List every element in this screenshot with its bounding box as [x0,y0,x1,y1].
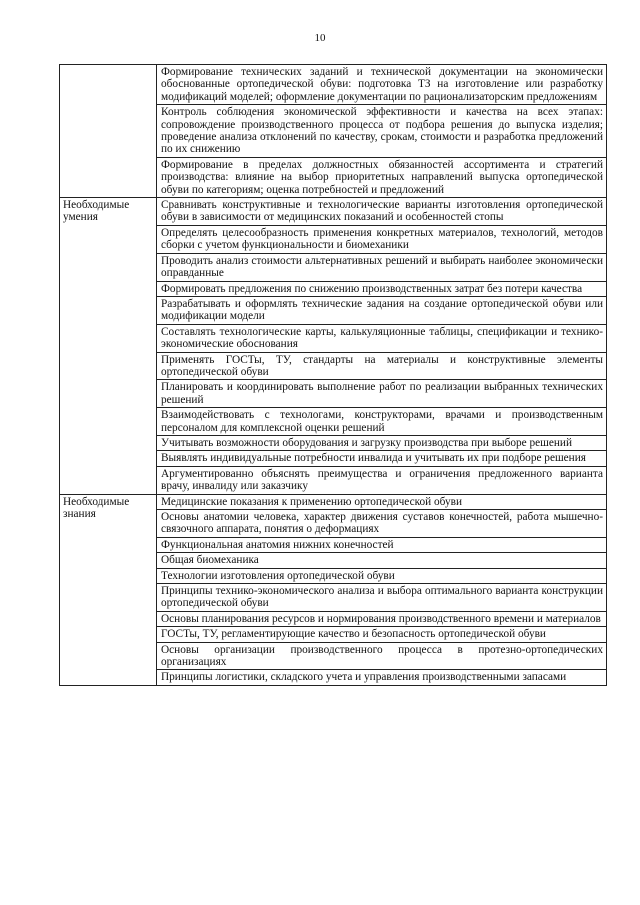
row-description-cell: Аргументированно объяснять преимущества и ограничения предложенного варианта врачу, инвалиду или заказчику [157,466,607,494]
row-description-cell: Взаимодействовать с технологами, конструкторами, врачами и производственным персоналом для комплексной оценки решений [157,408,607,436]
row-description-cell: Составлять технологические карты, калькуляционные таблицы, спецификации и технико-экономические обоснования [157,324,607,352]
requirements-table-body [60,65,607,686]
row-description-cell: Определять целесообразность применения конкретных материалов, технологий, методов сборки с учетом функциональности и биомеханики [157,225,607,253]
requirements-table [59,64,607,686]
table-row [60,494,607,509]
row-description-cell: Контроль соблюдения экономической эффективности и качества на всех этапах: сопровождение производственного процесса от подбора решения до выпуска изделия; проведение анализа отклонений по качеству, срокам, стоимости и разработка предложений по их снижению [157,105,607,158]
row-description-cell: Учитывать возможности оборудования и загрузку производства при выборе решений [157,435,607,450]
page-number: 10 [314,32,326,44]
row-description-cell: Планировать и координировать выполнение работ по реализации выбранных технических решений [157,380,607,408]
row-description-cell: Основы планирования ресурсов и нормирования производственного времени и материалов [157,611,607,626]
table-row [60,65,607,105]
row-description-cell: Принципы технико-экономического анализа и выбора оптимального варианта конструкции ортопедической обуви [157,584,607,612]
row-description-cell: Технологии изготовления ортопедической обуви [157,568,607,583]
row-description-cell: Общая биомеханика [157,553,607,568]
row-label-cell: Необходимые знания [60,494,157,685]
row-description-cell: Формирование в пределах должностных обязанностей ассортимента и стратегий производства: влияние на выбор приоритетных направлений выпуска ортопедической обуви по категориям; оценка потребностей и предложений [157,157,607,197]
row-description-cell: Медицинские показания к применению ортопедической обуви [157,494,607,509]
row-description-cell: Применять ГОСТы, ТУ, стандарты на материалы и конструктивные элементы ортопедической обуви [157,352,607,380]
row-description-cell: Сравнивать конструктивные и технологические варианты изготовления ортопедической обуви в зависимости от медицинских показаний и особенностей стопы [157,198,607,226]
row-description-cell: Проводить анализ стоимости альтернативных решений и выбирать наиболее экономически оправданные [157,253,607,281]
row-label-cell [60,65,157,198]
row-description-cell: Принципы логистики, складского учета и управления производственными запасами [157,670,607,685]
row-description-cell: Формировать предложения по снижению производственных затрат без потери качества [157,281,607,296]
row-description-cell: Основы анатомии человека, характер движения суставов конечностей, работа мышечно-связочного аппарата, понятия о деформациях [157,510,607,538]
row-description-cell: Основы организации производственного процесса в протезно-ортопедических организациях [157,642,607,670]
row-label-cell: Необходимые умения [60,198,157,495]
row-description-cell: Формирование технических заданий и технической документации на экономически обоснованные ортопедической обуви: подготовка ТЗ на изготовление или разработку модификаций моделей; оформление документации по рационализаторским предложениям [157,65,607,105]
row-description-cell: Функциональная анатомия нижних конечностей [157,537,607,552]
table-row [60,198,607,226]
row-description-cell: Выявлять индивидуальные потребности инвалида и учитывать их при подборе решения [157,451,607,466]
row-description-cell: Разрабатывать и оформлять технические задания на создание ортопедической обуви или модификации модели [157,296,607,324]
row-description-cell: ГОСТы, ТУ, регламентирующие качество и безопасность ортопедической обуви [157,627,607,642]
